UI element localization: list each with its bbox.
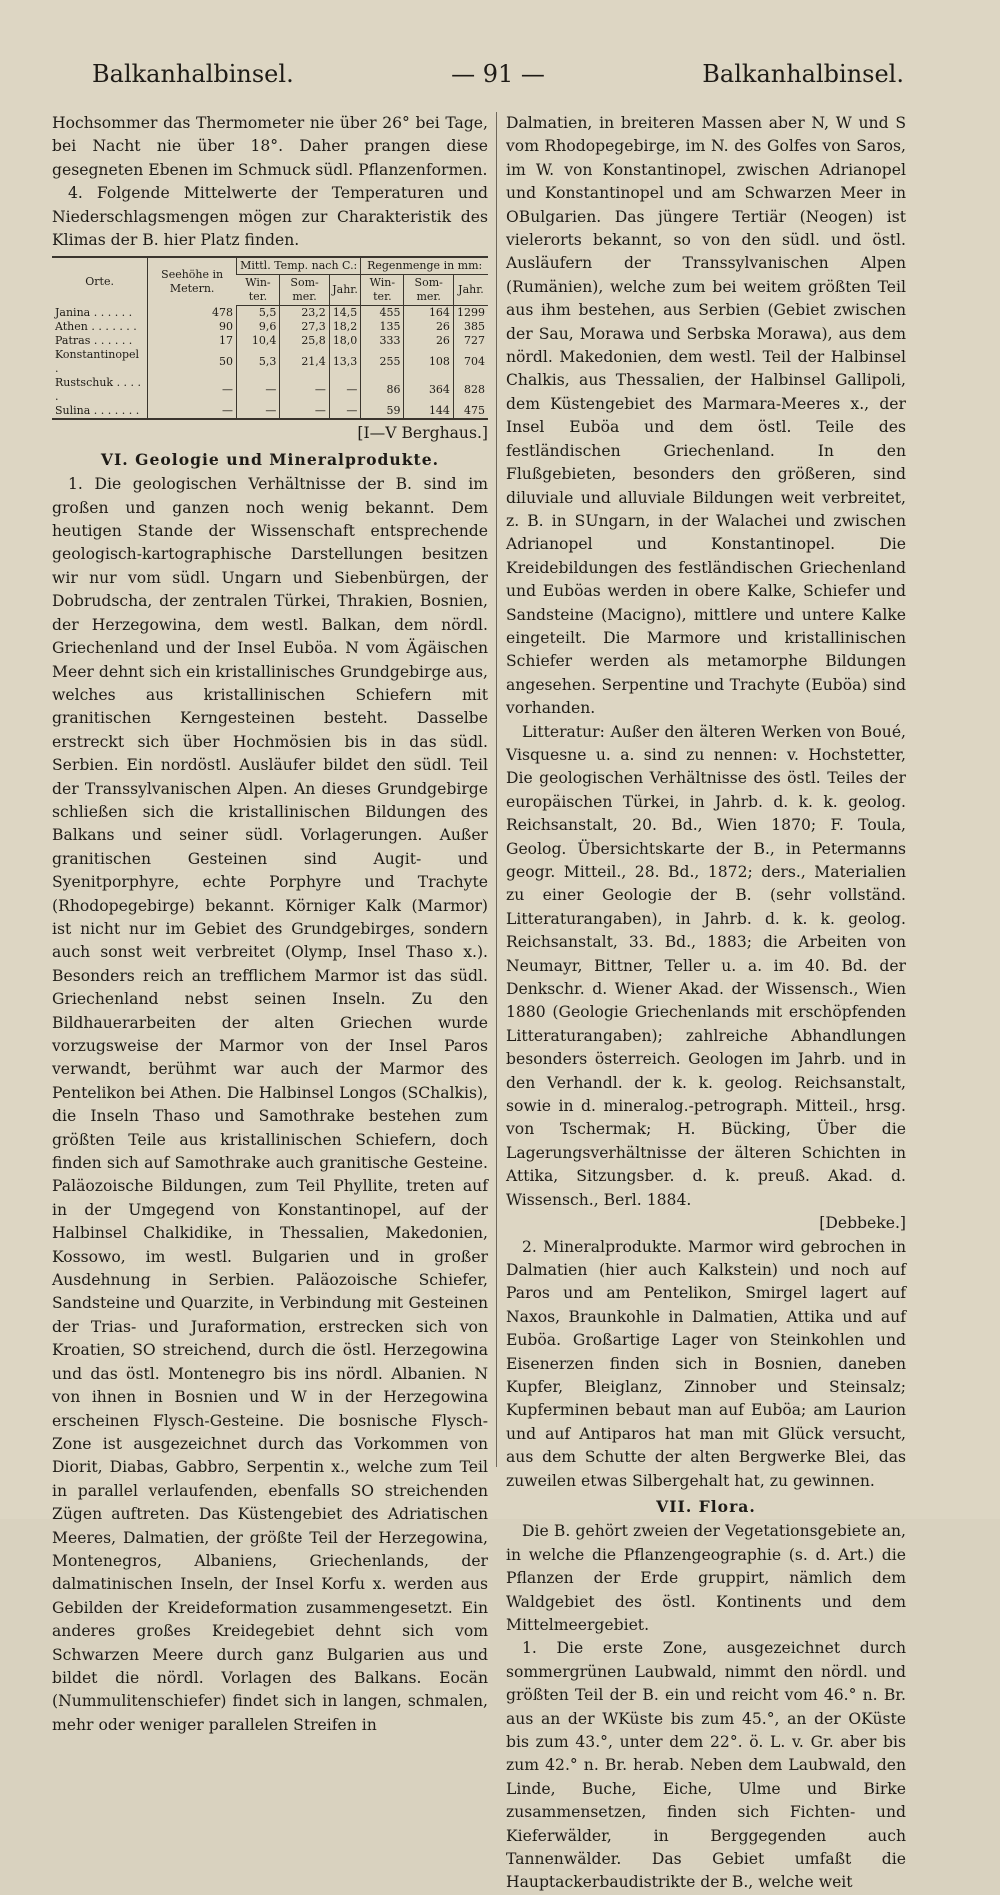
col-header-regen-winter: Win- ter.: [361, 275, 404, 306]
table-cell-value: —: [148, 376, 237, 404]
paragraph-4: 4. Folgende Mittelwerte der Temperaturen und Niederschlagsmengen mögen zur Charakteristik des Klimas der B. hier Platz finden.: [52, 184, 488, 250]
table-cell-value: 108: [404, 348, 453, 376]
table-cell-value: 164: [404, 306, 453, 321]
litteratur-author: [Debbeke.]: [819, 1214, 906, 1233]
table-cell-value: 828: [453, 376, 488, 404]
table-row: [52, 320, 488, 334]
table-cell-ort: Sulina . . . . . . .: [52, 404, 148, 419]
climate-table-body: [52, 306, 488, 420]
table-cell-value: 144: [404, 404, 453, 419]
col-header-temp-jahr: Jahr.: [329, 275, 361, 306]
table-cell-value: 50: [148, 348, 237, 376]
table-cell-value: —: [237, 376, 280, 404]
table-cell-value: 86: [361, 376, 404, 404]
table-cell-value: 23,2: [280, 306, 329, 321]
table-cell-value: 13,3: [329, 348, 361, 376]
table-cell-value: 135: [361, 320, 404, 334]
table-cell-value: 90: [148, 320, 237, 334]
table-cell-value: 25,8: [280, 334, 329, 348]
table-cell-value: 333: [361, 334, 404, 348]
left-column: [52, 112, 488, 1737]
page-header: [0, 60, 1000, 100]
table-cell-value: —: [280, 404, 329, 419]
table-cell-ort: Rustschuk . . . . .: [55, 376, 142, 404]
col-header-temp-sommer: Som- mer.: [280, 275, 329, 306]
table-cell-value: 18,0: [329, 334, 361, 348]
paragraph-geologie-1: 1. Die geologischen Verhältnisse der B. sind im großen und ganzen noch wenig bekannt. Dem heutigen Stande der Wissenschaft entsprechende geologisch-kartographische Darstellungen besitzen wir nur vom südl. Ungarn und Siebenbürgen, der Dobrudscha, der zentralen Türkei, Thrakien, Bosnien, der Herzegowina, dem westl. Balkan, dem nördl. Griechenland und der Insel Euböa. N vom Ägäischen Meer dehnt sich ein kristallinisches Grundgebirge aus, welches aus kristallinischen Schiefern mit granitischen Kerngesteinen besteht. Dasselbe erstreckt sich über Hochmösien bis in das südl. Serbien. Ein nordöstl. Ausläufer bildet den südl. Teil der Transsylvanischen Alpen. An dieses Grundgebirge schließen sich die kristallinischen Bildungen des Balkans und seiner südl. Vorlagerungen. Außer granitischen Gesteinen sind Augit- und Syenitporphyre, echte Porphyre und Trachyte (Rhodopegebirge) bekannt. Körniger Kalk (Marmor) ist nicht nur im Gebiet des Grundgebirges, sondern auch sonst weit verbreitet (Olymp, Insel Thaso x.). Besonders reich an trefflichem Marmor ist das südl. Griechenland nebst seinen Inseln. Zu den Bildhauerarbeiten der alten Griechen wurde vorzugsweise der Marmor von der Insel Paros verwandt, berühmt war auch der Marmor des Pentelikon bei Athen. Die Halbinsel Longos (SChalkis), die Inseln Thaso und Samothrake bestehen zum größten Teile aus kristallinischen Schiefern, doch finden sich auf Samothrake auch granitische Gesteine. Paläozoische Bildungen, zum Teil Phyllite, treten auf in der Umgegend von Konstantinopel, auf der Halbinsel Chalkidike, in Thessalien, Makedonien, Kossowo, im westl. Bulgarien und in großer Ausdehnung in Serbien. Paläozoische Schiefer, Sandsteine und Quarzite, in Verbindung mit Gesteinen der Trias- und Juraformation, erstrecken sich von Kroatien, SO streichend, durch die östl. Herzegowina und das östl. Montenegro bis ins nördl. Albanien. N von ihnen in Bosnien und W in der Herzegowina erscheinen Flysch-Gesteine. Die bosnische Flysch-Zone ist ausgezeichnet durch das Vorkommen von Diorit, Diabas, Gabbro, Serpentin x., welche zum Teil in parallel verlaufenden, ebenfalls SO streichenden Zügen auftreten. Das Küstengebiet des Adriatischen Meeres, Dalmatien, der größte Teil der Herzegowina, Montenegros, Albaniens, Griechenlands, der dalmatinischen Inseln, der Insel Korfu x. werden aus Gebilden der Kreideformation zusammengesetzt. Ein anderes großes Kreidegebiet dehnt sich vom Schwarzen Meere durch ganz Bulgarien aus und bildet die nördl. Vorlagen des Balkans. Eocän (Nummulitenschiefer) findet sich in langen, schmalen, mehr oder weniger parallelen Streifen in: [52, 475, 488, 1734]
table-cell-value: 478: [148, 306, 237, 321]
table-cell-value: 364: [404, 376, 453, 404]
column-divider: [496, 112, 497, 1467]
table-cell-value: 9,6: [237, 320, 280, 334]
table-row: [52, 334, 488, 348]
table-cell-value: —: [329, 376, 361, 404]
table-row: [52, 404, 488, 419]
col-header-orte: Orte.: [52, 257, 148, 306]
paragraph-litteratur: Litteratur: Außer den älteren Werken von Boué, Visquesne u. a. sind zu nennen: v. Hochstetter, Die geologischen Verhältnisse des östl. Teiles der europäischen Türkei, in Jahrb. d. k. k. geolog. Reichsanstalt, 20. Bd., Wien 1870; F. Toula, Geolog. Übersichtskarte der B., in Petermanns geogr. Mitteil., 28. Bd., 1872; ders., Materialien zu einer Geologie der B. (sehr vollständ. Litteraturangaben), in Jahrb. d. k. k. geolog. Reichsanstalt, 33. Bd., 1883; die Arbeiten von Neumayr, Bittner, Teller u. a. im 40. Bd. der Denkschr. d. Wiener Akad. der Wissensch., Wien 1880 (Geologie Griechenlands mit erschöpfenden Litteraturangaben); zahlreiche Abhandlungen besonders österreich. Geologen im Jahrb. und in den Verhandl. der k. k. geolog. Reichsanstalt, sowie in d. mineralog.-petrograph. Mitteil., hrsg. von Tschermak; H. Bücking, Über die Lagerungsverhältnisse der älteren Schichten in Attika, Sitzungsber. d. k. preuß. Akad. d. Wissensch., Berl. 1884.: [506, 722, 906, 1209]
paragraph-mineralprodukte: 2. Mineralprodukte. Marmor wird gebrochen in Dalmatien (hier auch Kalkstein) und noch auf Paros und am Pentelikon, Smirgel lagert auf Naxos, Braunkohle in Dalmatien, Attika und auf Euböa. Großartige Lager von Steinkohlen und Eisenerzen finden sich in Bosnien, daneben Kupfer, Bleiglanz, Zinnober und Steinsalz; Kupferminen bebaut man auf Euböa; am Laurion und auf Antiparos hat man mit Glück versucht, aus dem Schutte der alten Bergwerke Blei, das zuweilen etwas Silbergehalt hat, zu gewinnen.: [506, 1237, 906, 1490]
col-header-regen-jahr: Jahr.: [453, 275, 488, 306]
table-cell-value: —: [280, 376, 329, 404]
paragraph-flora: Die B. gehört zweien der Vegetationsgebiete an, in welche die Pflanzengeographie (s. d. Art.) die Pflanzen der Erde gruppirt, nämlich dem Waldgebiet des östl. Kontinents und dem Mittelmeergebiet.: [506, 1522, 906, 1634]
table-cell-value: 475: [453, 404, 488, 419]
table-cell-value: 727: [453, 334, 488, 348]
table-cell-value: 26: [404, 320, 453, 334]
paragraph-erste-zone: 1. Die erste Zone, ausgezeichnet durch sommergrünen Laubwald, nimmt den nördl. und größten Teil der B. ein und reicht vom 46.° n. Br. aus an der WKüste bis zum 45.°, an der OKüste bis zum 43.°, unter dem 22°. ö. L. v. Gr. aber bis zum 42.° n. Br. herab. Neben dem Laubwald, den Linde, Buche, Eiche, Ulme und Birke zusammensetzen, finden sich Fichten- und Kieferwälder, in Berggegenden auch Tannenwälder. Das Gebiet umfaßt die Hauptackerbaudistrikte der B., welche weit: [506, 1639, 906, 1892]
table-cell-value: 1299: [453, 306, 488, 321]
table-source: [I—V Berghaus.]: [357, 424, 488, 443]
right-column: [506, 112, 906, 1895]
table-cell-value: 10,4: [237, 334, 280, 348]
section-heading-flora: VII. Flora.: [656, 1496, 756, 1516]
running-head-right: Balkanhalbinsel.: [702, 60, 904, 88]
table-cell-value: —: [329, 404, 361, 419]
table-cell-ort: Konstantinopel .: [55, 348, 140, 376]
paragraph-continued: Dalmatien, in breiteren Massen aber N, W und S vom Rhodopegebirge, im N. des Golfes von Saros, im W. von Konstantinopel, zwischen Adrianopel und Konstantinopel und am Schwarzen Meer in OBulgarien. Das jüngere Tertiär (Neogen) ist vielerorts bekannt, so von den südl. und östl. Ausläufern der Transsylvanischen Alpen (Rumänien), welche zum bei weitem größten Teil aus ihm bestehen, aus Serbien (Gebiet zwischen der Sau, Morawa und Serbska Morawa), aus dem nördl. Makedonien, dem westl. Teil der Halbinsel Chalkis, aus Thessalien, der Halbinsel Gallipoli, dem Küstengebiet des Marmara-Meeres x., der Insel Euböa und dem östl. Teile des festländischen Griechenland. In den Flußgebieten, besonders den größeren, sind diluviale und alluviale Bildungen weit verbreitet, z. B. in SUngarn, in der Walachei und zwischen Adrianopel und Konstantinopel. Die Kreidebildungen des festländischen Griechenland und Euböas werden in obere Kalke, Schiefer und Sandsteine (Macigno), mittlere und untere Kalke eingeteilt. Die Marmore und kristallinischen Schiefer werden als metamorphe Bildungen angesehen. Serpentine und Trachyte (Euböa) sind vorhanden.: [506, 114, 906, 718]
col-header-temp: Mittl. Temp. nach C.:: [237, 257, 361, 275]
climate-table: [52, 256, 488, 420]
page-number: — 91 —: [451, 60, 545, 88]
table-cell-value: 5,3: [237, 348, 280, 376]
table-cell-ort: Patras . . . . . .: [55, 334, 133, 348]
running-head-left: Balkanhalbinsel.: [92, 60, 294, 88]
table-cell-value: 385: [453, 320, 488, 334]
col-header-regen-sommer: Som- mer.: [404, 275, 453, 306]
table-cell-value: 59: [361, 404, 404, 419]
table-cell-value: —: [237, 404, 280, 419]
col-header-regen: Regenmenge in mm:: [361, 257, 488, 275]
paragraph-intro: Hochsommer das Thermometer nie über 26° bei Tage, bei Nacht nie über 18°. Daher prangen diese gesegneten Ebenen im Schmuck südl. Pflanzenformen.: [52, 114, 488, 179]
table-cell-value: 21,4: [280, 348, 329, 376]
table-cell-value: 455: [361, 306, 404, 321]
table-cell-value: 27,3: [280, 320, 329, 334]
col-header-temp-winter: Win- ter.: [237, 275, 280, 306]
table-cell-value: 17: [148, 334, 237, 348]
col-header-seehoehe: Seehöhe in Metern.: [148, 257, 237, 306]
table-cell-value: 255: [361, 348, 404, 376]
table-cell-value: 14,5: [329, 306, 361, 321]
table-cell-value: 18,2: [329, 320, 361, 334]
table-cell-value: 5,5: [237, 306, 280, 321]
table-cell-ort: Janina . . . . . .: [55, 306, 133, 320]
table-cell-value: 26: [404, 334, 453, 348]
table-row: [52, 376, 488, 404]
section-heading-geologie: VI. Geologie und Mineralprodukte.: [100, 449, 440, 469]
table-cell-ort: Athen . . . . . . .: [55, 320, 137, 334]
table-cell-value: 704: [453, 348, 488, 376]
table-row: [52, 306, 488, 321]
table-cell-value: —: [148, 404, 237, 419]
table-row: [52, 348, 488, 376]
